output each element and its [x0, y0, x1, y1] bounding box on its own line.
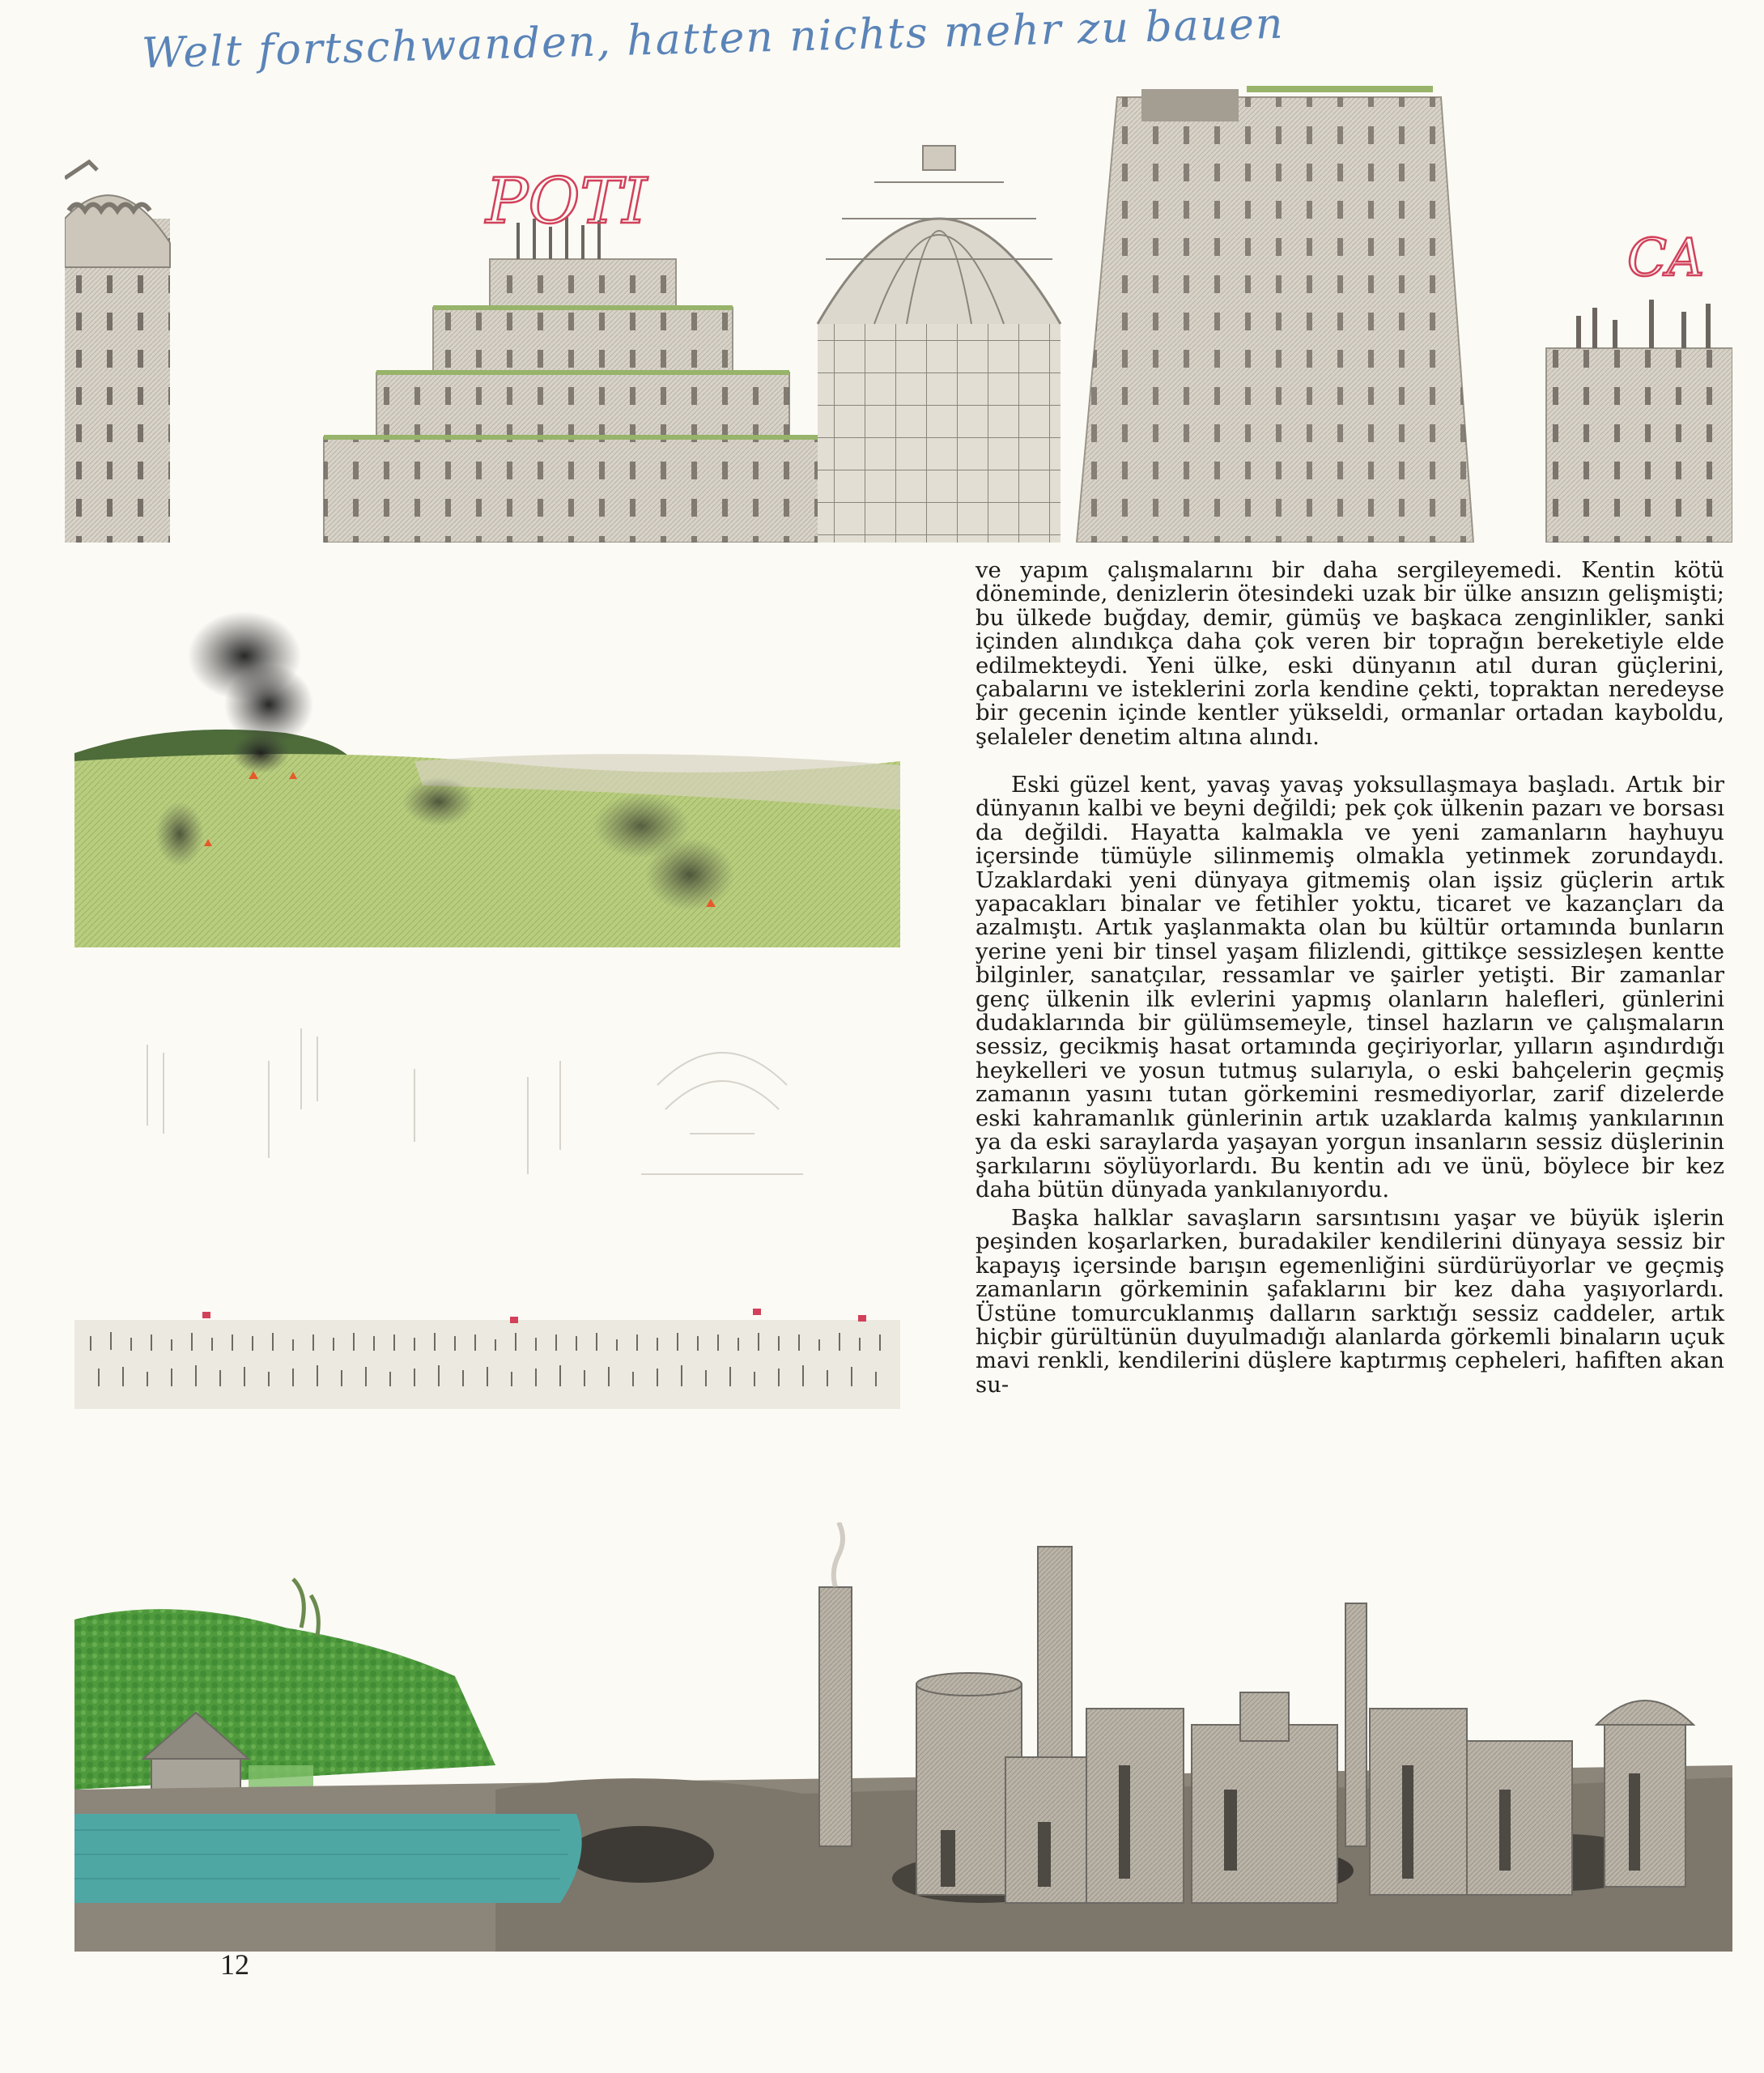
- right-building: [1546, 228, 1732, 543]
- city-skyline-illustration: [65, 81, 1732, 543]
- domed-gasometer: [818, 146, 1061, 543]
- left-rotunda: [65, 162, 170, 543]
- article-paragraph-1: ve yapım çalışmalarını bir daha sergileyemedi. Kentin kötü döneminde, denizlerin ötesindeki uzak bir ülke ansızın gelişmişti; bu ülkede buğday, demir, gümüş ve başkaca zenginlikler, sanki içinden alındıkça daha çok veren bir toprağın bereketiyle elde edilmekteydi. Yeni ülke, eski dünyanın atıl duran güçlerini, çabalarını ve isteklerini zorla kendine çekti, topraktan neredeyse bir gecenin içinde kentler yükseldi, ormanlar ortadan kayboldu, şelaleler denetim altına alındı.: [976, 557, 1724, 750]
- page-number: 12: [220, 1948, 249, 1981]
- tall-tower: [1077, 89, 1473, 543]
- article-paragraph-2: Eski güzel kent, yavaş yavaş yoksullaşmaya başladı. Artık bir dünyanın kalbi ve beyni değildi; pek çok ülkenin pazarı ve borsası da değildi. Hayatta kalmakla ve yeni zamanların hayhuyu içersinde tümüyle silinmemiş olmakla yetinmek zorundaydı. Uzaklardaki yeni dünyaya gitmemiş olan işsiz güçlerin artık yapacakları binalar ve fetihler yoktu, ticaret ve kazançları da azalmıştı. Artık yaşlanmakta olan bu kültür ortamında bunların yerine yeni bir tinsel yaşam filizlendi, gittikçe sessizleşen kentte bilginler, sanatçılar, ressamlar ve şairler yetişti. Bir zamanlar genç ülkenin ilk evlerini yapmış olanların halefleri, günlerini dudaklarında bir gülümsemeyle, tinsel hazların ve çalışmaların sessiz, gecikmiş hasat ortamında geçiriyorlar, yılların aşındırdığı heykelleri ve yosun tutmuş sularıyla, o eski bahçelerin geçmiş zamanın yasını tutan görkemini resmediyorlar, zarif dizelerde eski kahramanlık günlerinin artık uzaklarda kalmış yankılarının ya da eski saraylarda yaşayan yorgun insanların sessiz düşlerinin şarkılarını söylüyorlardı. Bu kentin adı ve ünü, böylece bir kez daha bütün dünyada yankılanıyordu.: [976, 772, 1724, 1203]
- stepped-ziggurat: [324, 165, 842, 543]
- article-paragraph-3: Başka halklar savaşların sarsıntısını yaşar ve büyük işlerin peşinden koşarlarken, buradakiler kendilerini dünyaya sessiz bir kapayış içersinde barışın egemenliğini sürdürüyorlar ve geçmiş zamanların görkeminin şafaklarını bir kez daha yaşıyorlardı. Üstüne tomurcuklanmış dalların sarktığı sessiz caddeler, artık hiçbir gürültünün duyulmadığı alanlarda görkemli binaların uçuk mavi renkli, kendilerini düşlere kaptırmış cepheleri, hafiften akan su-: [976, 1205, 1724, 1398]
- industrial-landscape-illustration: [74, 1522, 1732, 1952]
- faint-ruins-illustration: [74, 1012, 900, 1417]
- handwritten-caption: Welt fortschwanden, hatten nichts mehr zu bauen: [141, 0, 1286, 79]
- ca-sign: CA: [1627, 228, 1705, 288]
- poti-sign: POTI: [486, 165, 648, 238]
- burning-field-illustration: [74, 567, 900, 956]
